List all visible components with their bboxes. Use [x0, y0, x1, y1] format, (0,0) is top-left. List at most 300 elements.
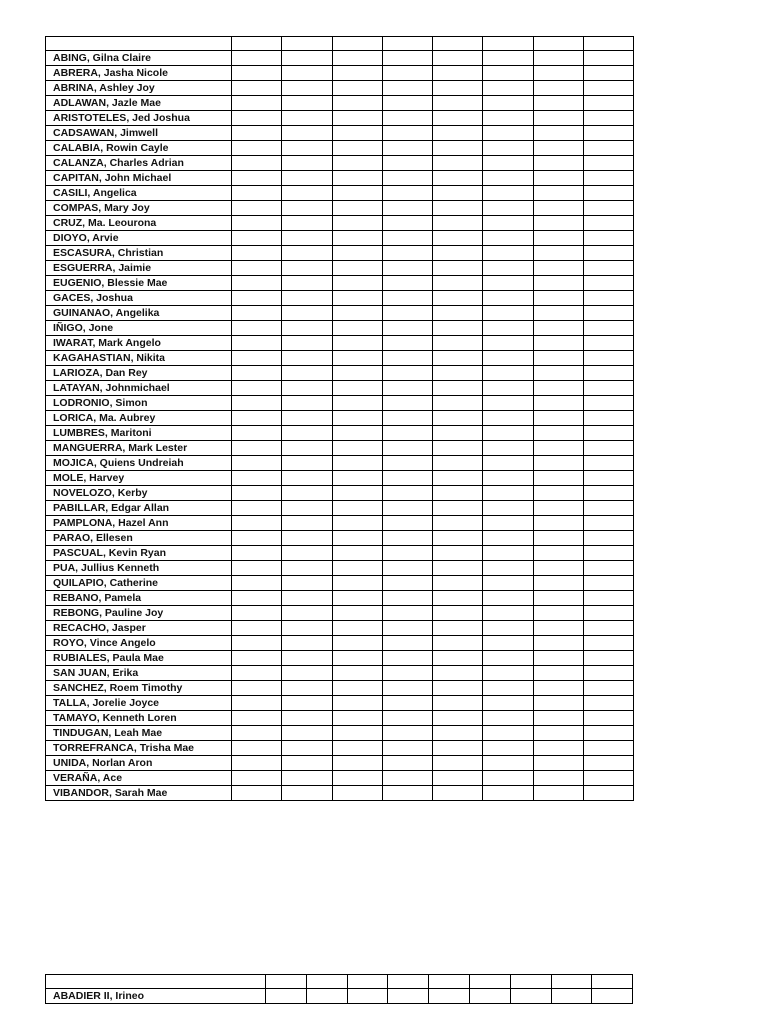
empty-cell[interactable] — [483, 186, 533, 201]
empty-cell[interactable] — [232, 141, 282, 156]
header-cell[interactable] — [382, 37, 432, 51]
student-name-cell[interactable]: GACES, Joshua — [46, 291, 232, 306]
empty-cell[interactable] — [469, 989, 510, 1004]
empty-cell[interactable] — [282, 51, 332, 66]
header-cell[interactable] — [433, 37, 483, 51]
empty-cell[interactable] — [332, 531, 382, 546]
student-name-cell[interactable]: ESCASURA, Christian — [46, 246, 232, 261]
empty-cell[interactable] — [332, 366, 382, 381]
empty-cell[interactable] — [382, 96, 432, 111]
student-name-cell[interactable]: ABING, Gilna Claire — [46, 51, 232, 66]
student-name-cell[interactable]: ADLAWAN, Jazle Mae — [46, 96, 232, 111]
empty-cell[interactable] — [232, 786, 282, 801]
empty-cell[interactable] — [332, 606, 382, 621]
empty-cell[interactable] — [533, 636, 583, 651]
empty-cell[interactable] — [382, 516, 432, 531]
header-cell[interactable] — [46, 975, 266, 989]
empty-cell[interactable] — [533, 531, 583, 546]
empty-cell[interactable] — [483, 411, 533, 426]
empty-cell[interactable] — [483, 396, 533, 411]
empty-cell[interactable] — [433, 246, 483, 261]
empty-cell[interactable] — [583, 441, 633, 456]
empty-cell[interactable] — [433, 171, 483, 186]
empty-cell[interactable] — [533, 471, 583, 486]
empty-cell[interactable] — [332, 396, 382, 411]
student-name-cell[interactable]: LODRONIO, Simon — [46, 396, 232, 411]
empty-cell[interactable] — [382, 576, 432, 591]
empty-cell[interactable] — [533, 261, 583, 276]
empty-cell[interactable] — [483, 471, 533, 486]
empty-cell[interactable] — [332, 51, 382, 66]
empty-cell[interactable] — [583, 486, 633, 501]
empty-cell[interactable] — [433, 81, 483, 96]
empty-cell[interactable] — [382, 321, 432, 336]
empty-cell[interactable] — [583, 366, 633, 381]
header-cell[interactable] — [306, 975, 347, 989]
empty-cell[interactable] — [332, 456, 382, 471]
empty-cell[interactable] — [282, 306, 332, 321]
empty-cell[interactable] — [533, 366, 583, 381]
header-cell[interactable] — [510, 975, 551, 989]
empty-cell[interactable] — [232, 531, 282, 546]
empty-cell[interactable] — [483, 111, 533, 126]
empty-cell[interactable] — [332, 111, 382, 126]
empty-cell[interactable] — [282, 456, 332, 471]
empty-cell[interactable] — [282, 636, 332, 651]
empty-cell[interactable] — [282, 711, 332, 726]
empty-cell[interactable] — [382, 126, 432, 141]
empty-cell[interactable] — [232, 246, 282, 261]
empty-cell[interactable] — [433, 651, 483, 666]
empty-cell[interactable] — [483, 66, 533, 81]
empty-cell[interactable] — [232, 381, 282, 396]
empty-cell[interactable] — [583, 666, 633, 681]
empty-cell[interactable] — [332, 771, 382, 786]
student-name-cell[interactable]: ABRERA, Jasha Nicole — [46, 66, 232, 81]
empty-cell[interactable] — [332, 81, 382, 96]
empty-cell[interactable] — [282, 606, 332, 621]
student-name-cell[interactable]: CALANZA, Charles Adrian — [46, 156, 232, 171]
empty-cell[interactable] — [382, 771, 432, 786]
empty-cell[interactable] — [332, 561, 382, 576]
empty-cell[interactable] — [232, 231, 282, 246]
empty-cell[interactable] — [483, 171, 533, 186]
student-name-cell[interactable]: PARAO, Ellesen — [46, 531, 232, 546]
empty-cell[interactable] — [382, 66, 432, 81]
empty-cell[interactable] — [332, 276, 382, 291]
empty-cell[interactable] — [332, 411, 382, 426]
empty-cell[interactable] — [583, 66, 633, 81]
empty-cell[interactable] — [533, 486, 583, 501]
empty-cell[interactable] — [282, 486, 332, 501]
empty-cell[interactable] — [433, 216, 483, 231]
empty-cell[interactable] — [282, 186, 332, 201]
empty-cell[interactable] — [282, 321, 332, 336]
empty-cell[interactable] — [533, 621, 583, 636]
empty-cell[interactable] — [433, 621, 483, 636]
student-name-cell[interactable]: QUILAPIO, Catherine — [46, 576, 232, 591]
empty-cell[interactable] — [382, 681, 432, 696]
empty-cell[interactable] — [232, 351, 282, 366]
empty-cell[interactable] — [533, 186, 583, 201]
empty-cell[interactable] — [483, 741, 533, 756]
empty-cell[interactable] — [382, 501, 432, 516]
empty-cell[interactable] — [332, 516, 382, 531]
empty-cell[interactable] — [483, 516, 533, 531]
empty-cell[interactable] — [433, 186, 483, 201]
empty-cell[interactable] — [282, 351, 332, 366]
empty-cell[interactable] — [332, 711, 382, 726]
empty-cell[interactable] — [583, 471, 633, 486]
empty-cell[interactable] — [583, 501, 633, 516]
empty-cell[interactable] — [483, 546, 533, 561]
empty-cell[interactable] — [483, 96, 533, 111]
empty-cell[interactable] — [282, 651, 332, 666]
empty-cell[interactable] — [433, 156, 483, 171]
empty-cell[interactable] — [332, 501, 382, 516]
empty-cell[interactable] — [282, 66, 332, 81]
student-name-cell[interactable]: TALLA, Jorelie Joyce — [46, 696, 232, 711]
empty-cell[interactable] — [483, 291, 533, 306]
empty-cell[interactable] — [483, 441, 533, 456]
empty-cell[interactable] — [232, 156, 282, 171]
empty-cell[interactable] — [533, 231, 583, 246]
empty-cell[interactable] — [583, 696, 633, 711]
empty-cell[interactable] — [483, 726, 533, 741]
empty-cell[interactable] — [282, 261, 332, 276]
empty-cell[interactable] — [583, 546, 633, 561]
empty-cell[interactable] — [583, 516, 633, 531]
student-name-cell[interactable]: VIBANDOR, Sarah Mae — [46, 786, 232, 801]
empty-cell[interactable] — [483, 486, 533, 501]
empty-cell[interactable] — [510, 989, 551, 1004]
student-name-cell[interactable]: ABADIER II, Irineo — [46, 989, 266, 1004]
empty-cell[interactable] — [533, 771, 583, 786]
empty-cell[interactable] — [483, 381, 533, 396]
empty-cell[interactable] — [433, 111, 483, 126]
empty-cell[interactable] — [382, 81, 432, 96]
empty-cell[interactable] — [433, 51, 483, 66]
empty-cell[interactable] — [433, 741, 483, 756]
student-name-cell[interactable]: PASCUAL, Kevin Ryan — [46, 546, 232, 561]
empty-cell[interactable] — [332, 486, 382, 501]
student-name-cell[interactable]: GUINANAO, Angelika — [46, 306, 232, 321]
empty-cell[interactable] — [583, 96, 633, 111]
empty-cell[interactable] — [533, 651, 583, 666]
header-cell[interactable] — [429, 975, 470, 989]
student-name-cell[interactable]: ARISTOTELES, Jed Joshua — [46, 111, 232, 126]
empty-cell[interactable] — [433, 276, 483, 291]
empty-cell[interactable] — [382, 486, 432, 501]
empty-cell[interactable] — [232, 576, 282, 591]
empty-cell[interactable] — [332, 441, 382, 456]
empty-cell[interactable] — [282, 366, 332, 381]
empty-cell[interactable] — [583, 336, 633, 351]
empty-cell[interactable] — [583, 711, 633, 726]
header-cell[interactable] — [232, 37, 282, 51]
empty-cell[interactable] — [332, 576, 382, 591]
empty-cell[interactable] — [533, 426, 583, 441]
empty-cell[interactable] — [533, 96, 583, 111]
header-cell[interactable] — [266, 975, 307, 989]
empty-cell[interactable] — [282, 756, 332, 771]
empty-cell[interactable] — [433, 456, 483, 471]
empty-cell[interactable] — [282, 741, 332, 756]
empty-cell[interactable] — [483, 771, 533, 786]
empty-cell[interactable] — [382, 171, 432, 186]
empty-cell[interactable] — [282, 621, 332, 636]
empty-cell[interactable] — [433, 471, 483, 486]
empty-cell[interactable] — [382, 651, 432, 666]
header-cell[interactable] — [347, 975, 388, 989]
empty-cell[interactable] — [483, 636, 533, 651]
empty-cell[interactable] — [583, 216, 633, 231]
empty-cell[interactable] — [382, 276, 432, 291]
empty-cell[interactable] — [282, 516, 332, 531]
empty-cell[interactable] — [483, 756, 533, 771]
empty-cell[interactable] — [382, 201, 432, 216]
student-name-cell[interactable]: TORREFRANCA, Trisha Mae — [46, 741, 232, 756]
student-name-cell[interactable]: LATAYAN, Johnmichael — [46, 381, 232, 396]
empty-cell[interactable] — [583, 426, 633, 441]
empty-cell[interactable] — [533, 66, 583, 81]
empty-cell[interactable] — [332, 306, 382, 321]
empty-cell[interactable] — [382, 111, 432, 126]
empty-cell[interactable] — [483, 321, 533, 336]
empty-cell[interactable] — [332, 666, 382, 681]
empty-cell[interactable] — [533, 786, 583, 801]
empty-cell[interactable] — [483, 81, 533, 96]
empty-cell[interactable] — [332, 726, 382, 741]
empty-cell[interactable] — [433, 486, 483, 501]
empty-cell[interactable] — [282, 246, 332, 261]
empty-cell[interactable] — [533, 351, 583, 366]
student-name-cell[interactable]: PUA, Jullius Kenneth — [46, 561, 232, 576]
student-name-cell[interactable]: REBANO, Pamela — [46, 591, 232, 606]
empty-cell[interactable] — [282, 201, 332, 216]
empty-cell[interactable] — [282, 141, 332, 156]
empty-cell[interactable] — [232, 666, 282, 681]
empty-cell[interactable] — [483, 456, 533, 471]
empty-cell[interactable] — [282, 156, 332, 171]
empty-cell[interactable] — [433, 381, 483, 396]
empty-cell[interactable] — [433, 306, 483, 321]
empty-cell[interactable] — [583, 231, 633, 246]
empty-cell[interactable] — [232, 636, 282, 651]
empty-cell[interactable] — [533, 171, 583, 186]
empty-cell[interactable] — [282, 771, 332, 786]
empty-cell[interactable] — [583, 351, 633, 366]
student-name-cell[interactable]: LUMBRES, Maritoni — [46, 426, 232, 441]
empty-cell[interactable] — [232, 201, 282, 216]
empty-cell[interactable] — [347, 989, 388, 1004]
empty-cell[interactable] — [583, 126, 633, 141]
empty-cell[interactable] — [232, 336, 282, 351]
empty-cell[interactable] — [533, 711, 583, 726]
empty-cell[interactable] — [232, 696, 282, 711]
empty-cell[interactable] — [382, 636, 432, 651]
student-name-cell[interactable]: TINDUGAN, Leah Mae — [46, 726, 232, 741]
student-name-cell[interactable]: REBONG, Pauline Joy — [46, 606, 232, 621]
empty-cell[interactable] — [533, 576, 583, 591]
empty-cell[interactable] — [483, 651, 533, 666]
empty-cell[interactable] — [232, 621, 282, 636]
empty-cell[interactable] — [433, 561, 483, 576]
empty-cell[interactable] — [483, 591, 533, 606]
empty-cell[interactable] — [533, 126, 583, 141]
empty-cell[interactable] — [332, 636, 382, 651]
empty-cell[interactable] — [282, 96, 332, 111]
empty-cell[interactable] — [433, 666, 483, 681]
empty-cell[interactable] — [332, 126, 382, 141]
empty-cell[interactable] — [232, 276, 282, 291]
empty-cell[interactable] — [533, 546, 583, 561]
student-name-cell[interactable]: ABRINA, Ashley Joy — [46, 81, 232, 96]
empty-cell[interactable] — [483, 231, 533, 246]
empty-cell[interactable] — [433, 66, 483, 81]
empty-cell[interactable] — [433, 126, 483, 141]
empty-cell[interactable] — [382, 666, 432, 681]
empty-cell[interactable] — [332, 351, 382, 366]
empty-cell[interactable] — [483, 606, 533, 621]
student-name-cell[interactable]: PABILLAR, Edgar Allan — [46, 501, 232, 516]
empty-cell[interactable] — [232, 111, 282, 126]
header-cell[interactable] — [282, 37, 332, 51]
empty-cell[interactable] — [583, 531, 633, 546]
empty-cell[interactable] — [583, 261, 633, 276]
empty-cell[interactable] — [282, 471, 332, 486]
empty-cell[interactable] — [533, 306, 583, 321]
empty-cell[interactable] — [332, 471, 382, 486]
student-name-cell[interactable]: SAN JUAN, Erika — [46, 666, 232, 681]
empty-cell[interactable] — [282, 276, 332, 291]
empty-cell[interactable] — [282, 381, 332, 396]
empty-cell[interactable] — [583, 411, 633, 426]
empty-cell[interactable] — [332, 186, 382, 201]
empty-cell[interactable] — [583, 756, 633, 771]
empty-cell[interactable] — [583, 621, 633, 636]
empty-cell[interactable] — [282, 726, 332, 741]
student-name-cell[interactable]: MANGUERRA, Mark Lester — [46, 441, 232, 456]
empty-cell[interactable] — [282, 426, 332, 441]
empty-cell[interactable] — [332, 381, 382, 396]
empty-cell[interactable] — [232, 66, 282, 81]
empty-cell[interactable] — [592, 989, 633, 1004]
empty-cell[interactable] — [583, 186, 633, 201]
empty-cell[interactable] — [433, 531, 483, 546]
empty-cell[interactable] — [232, 321, 282, 336]
empty-cell[interactable] — [533, 141, 583, 156]
empty-cell[interactable] — [433, 336, 483, 351]
empty-cell[interactable] — [382, 726, 432, 741]
empty-cell[interactable] — [433, 591, 483, 606]
empty-cell[interactable] — [533, 201, 583, 216]
empty-cell[interactable] — [282, 501, 332, 516]
empty-cell[interactable] — [382, 441, 432, 456]
empty-cell[interactable] — [483, 666, 533, 681]
empty-cell[interactable] — [282, 81, 332, 96]
empty-cell[interactable] — [483, 621, 533, 636]
empty-cell[interactable] — [483, 336, 533, 351]
empty-cell[interactable] — [483, 216, 533, 231]
empty-cell[interactable] — [382, 456, 432, 471]
empty-cell[interactable] — [282, 396, 332, 411]
empty-cell[interactable] — [551, 989, 592, 1004]
empty-cell[interactable] — [533, 696, 583, 711]
empty-cell[interactable] — [382, 306, 432, 321]
empty-cell[interactable] — [232, 591, 282, 606]
empty-cell[interactable] — [332, 741, 382, 756]
empty-cell[interactable] — [382, 351, 432, 366]
empty-cell[interactable] — [382, 756, 432, 771]
empty-cell[interactable] — [483, 561, 533, 576]
student-name-cell[interactable]: RUBIALES, Paula Mae — [46, 651, 232, 666]
empty-cell[interactable] — [433, 696, 483, 711]
student-name-cell[interactable]: DIOYO, Arvie — [46, 231, 232, 246]
empty-cell[interactable] — [583, 651, 633, 666]
empty-cell[interactable] — [332, 156, 382, 171]
empty-cell[interactable] — [282, 531, 332, 546]
empty-cell[interactable] — [332, 756, 382, 771]
empty-cell[interactable] — [483, 576, 533, 591]
student-name-cell[interactable]: PAMPLONA, Hazel Ann — [46, 516, 232, 531]
empty-cell[interactable] — [533, 291, 583, 306]
empty-cell[interactable] — [583, 741, 633, 756]
empty-cell[interactable] — [483, 201, 533, 216]
empty-cell[interactable] — [232, 96, 282, 111]
empty-cell[interactable] — [483, 501, 533, 516]
empty-cell[interactable] — [583, 156, 633, 171]
empty-cell[interactable] — [382, 261, 432, 276]
empty-cell[interactable] — [483, 51, 533, 66]
empty-cell[interactable] — [583, 771, 633, 786]
empty-cell[interactable] — [433, 261, 483, 276]
header-cell[interactable] — [483, 37, 533, 51]
header-cell[interactable] — [332, 37, 382, 51]
empty-cell[interactable] — [382, 141, 432, 156]
empty-cell[interactable] — [533, 756, 583, 771]
empty-cell[interactable] — [332, 546, 382, 561]
empty-cell[interactable] — [483, 306, 533, 321]
empty-cell[interactable] — [382, 711, 432, 726]
empty-cell[interactable] — [232, 681, 282, 696]
empty-cell[interactable] — [583, 111, 633, 126]
empty-cell[interactable] — [382, 156, 432, 171]
empty-cell[interactable] — [232, 396, 282, 411]
empty-cell[interactable] — [282, 591, 332, 606]
empty-cell[interactable] — [533, 396, 583, 411]
student-name-cell[interactable]: ESGUERRA, Jaimie — [46, 261, 232, 276]
empty-cell[interactable] — [583, 576, 633, 591]
empty-cell[interactable] — [583, 81, 633, 96]
empty-cell[interactable] — [382, 366, 432, 381]
empty-cell[interactable] — [332, 216, 382, 231]
empty-cell[interactable] — [433, 576, 483, 591]
empty-cell[interactable] — [533, 336, 583, 351]
empty-cell[interactable] — [382, 621, 432, 636]
empty-cell[interactable] — [232, 291, 282, 306]
student-name-cell[interactable]: CADSAWAN, Jimwell — [46, 126, 232, 141]
empty-cell[interactable] — [583, 141, 633, 156]
header-cell[interactable] — [469, 975, 510, 989]
empty-cell[interactable] — [382, 51, 432, 66]
empty-cell[interactable] — [533, 741, 583, 756]
empty-cell[interactable] — [433, 786, 483, 801]
student-name-cell[interactable]: UNIDA, Norlan Aron — [46, 756, 232, 771]
empty-cell[interactable] — [382, 591, 432, 606]
empty-cell[interactable] — [282, 546, 332, 561]
empty-cell[interactable] — [533, 681, 583, 696]
